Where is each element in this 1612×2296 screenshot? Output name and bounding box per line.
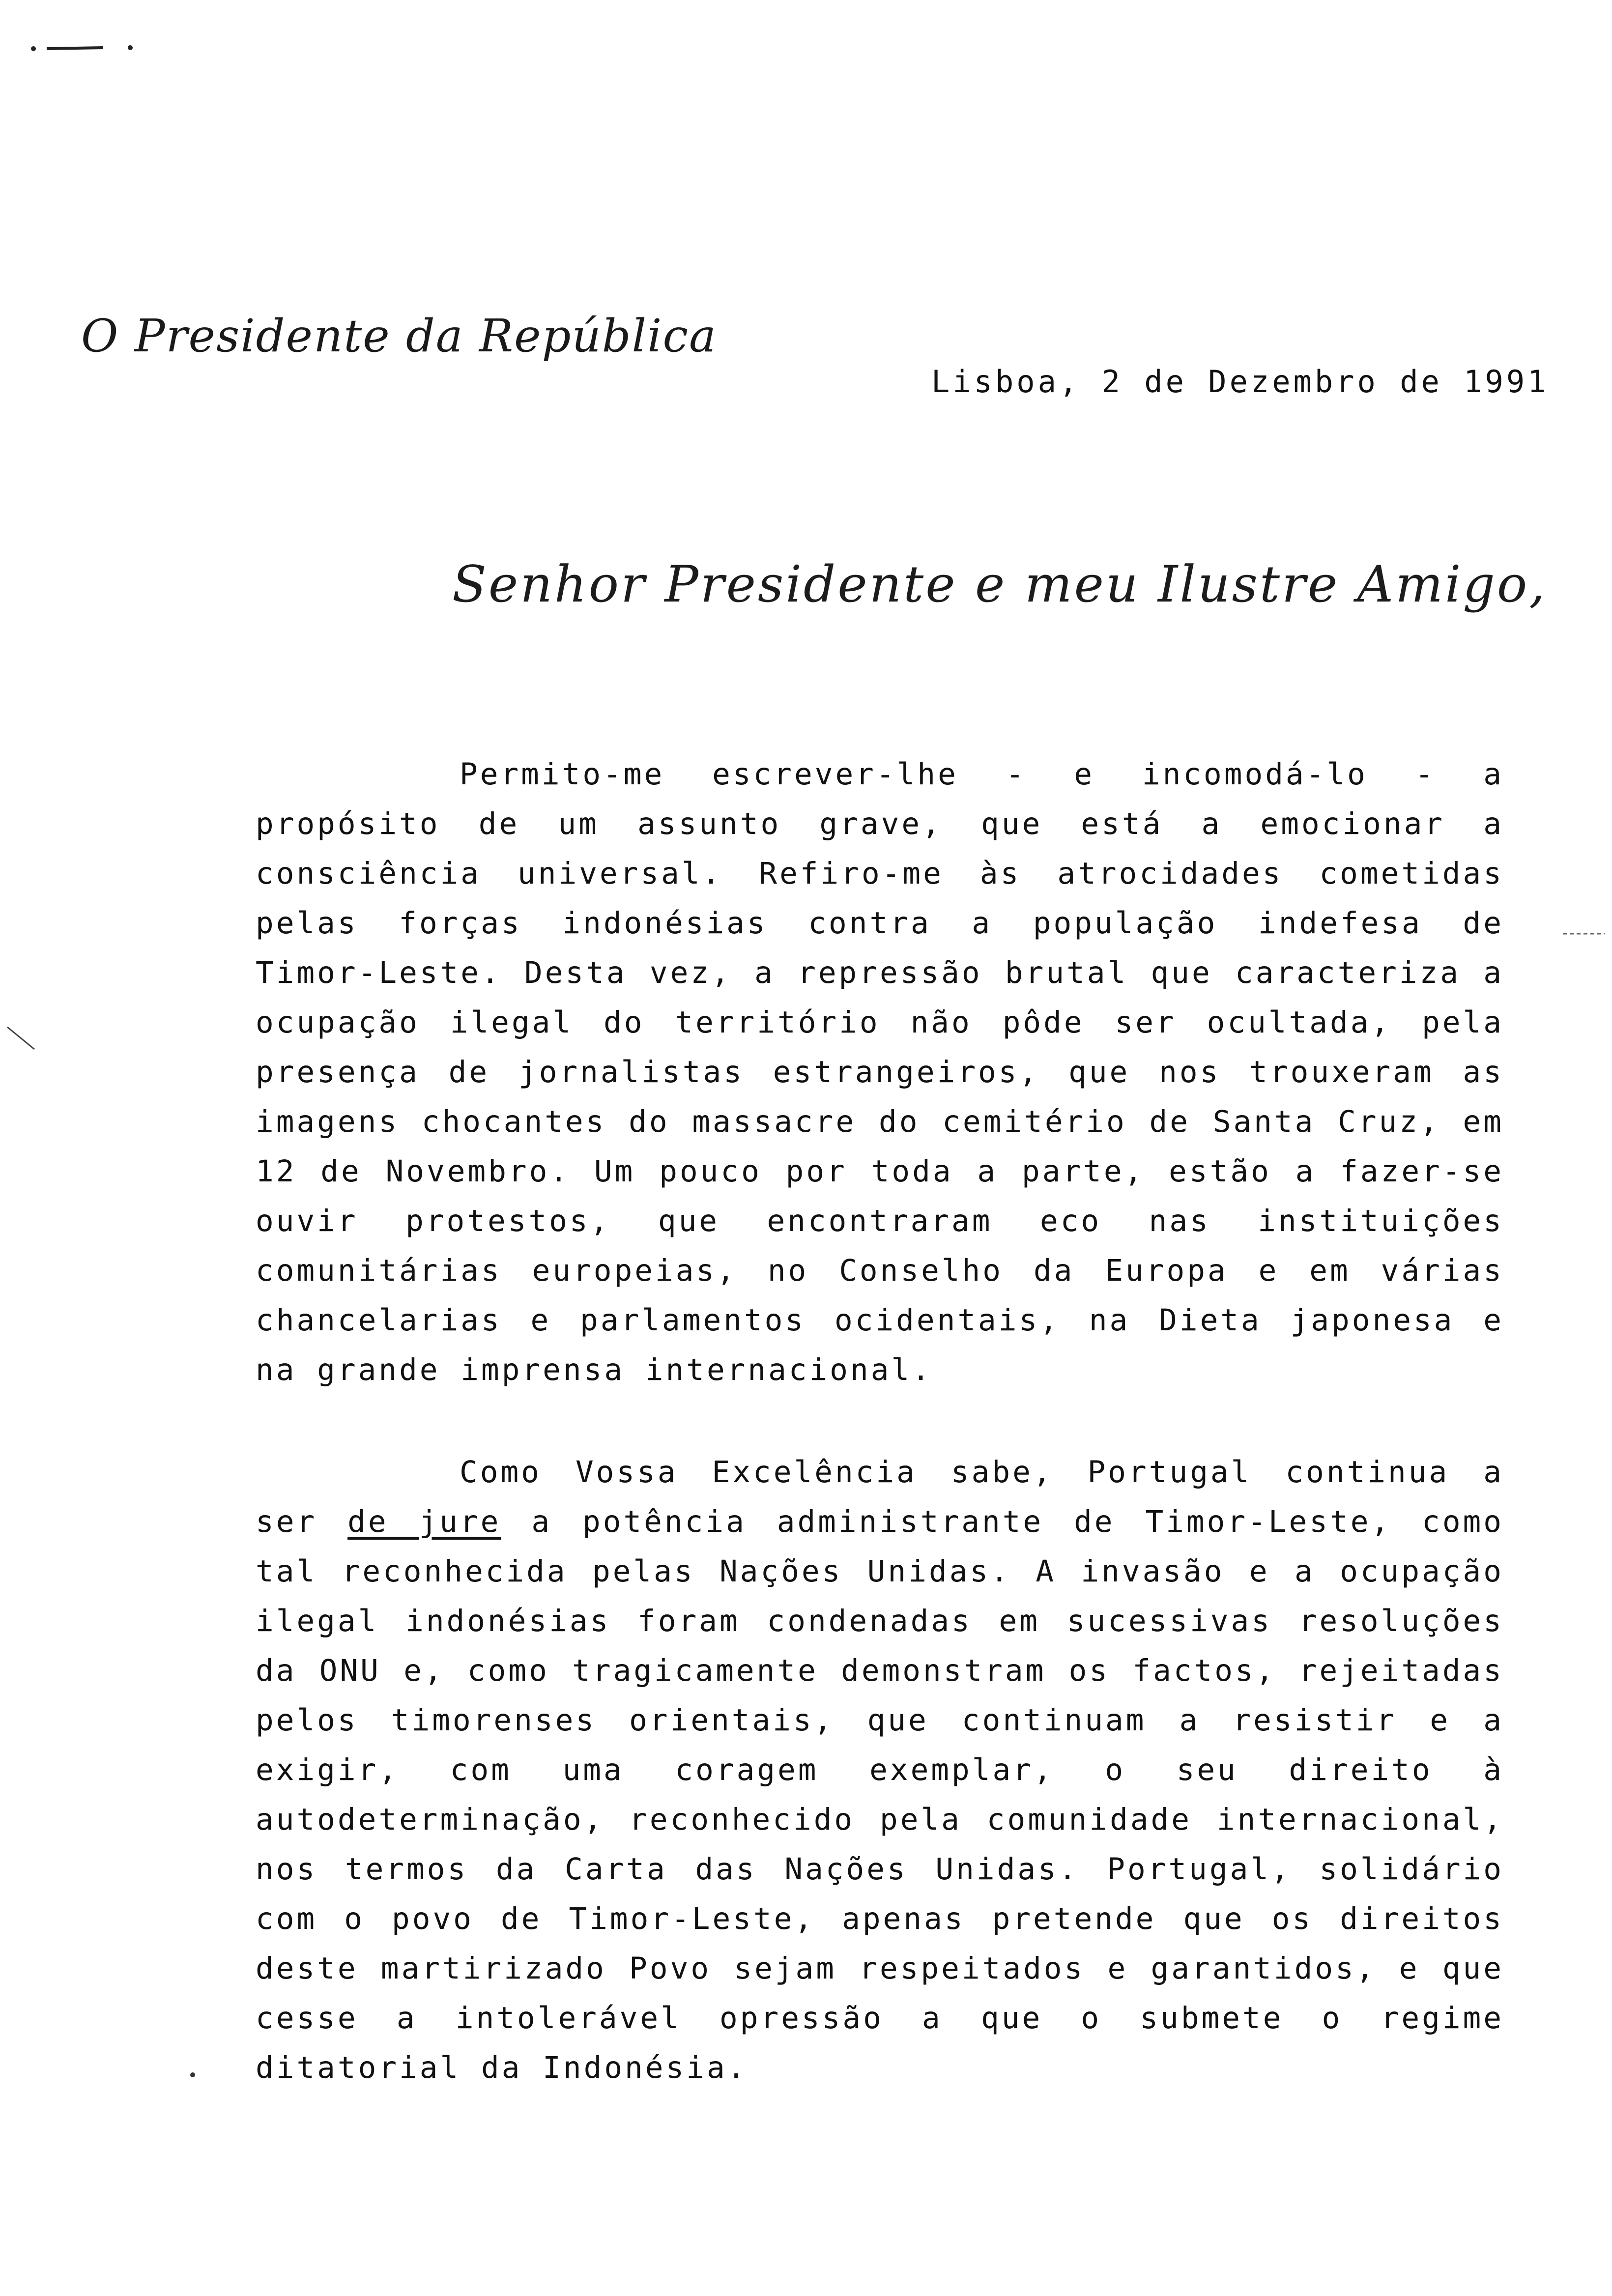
paragraph-2-text-end: a potência administrante de Timor-Leste, como tal reconhecida pelas Nações Unidas. A invasão e a ocupação ilegal indonésias foram condenadas em sucessivas resoluções da ONU e, como tragicamente demonstram os factos, rejeitadas pelos timorenses orientais, que continuam a resistir e a exigir, com uma coragem exemplar, o seu direito à autodeterminação, reconhecido pela comunidade internacional, nos termos da Carta das Nações Unidas. Portugal, solidário com o povo de Timor-Leste, apenas pretende que os direitos deste martirizado Povo sejam respeitados e garantidos, e que cesse a intolerável opressão a que o submete o regime ditatorial da Indonésia. (256, 1504, 1504, 2085)
paragraph-2-text-start: Como Vossa Excelência sabe, Portugal continua a ser (256, 1455, 1504, 1539)
scan-mark-left (5, 1025, 39, 1054)
underlined-term: de jure (347, 1504, 501, 1539)
letterhead: O Presidente da República (81, 310, 717, 362)
paragraph-1 (256, 749, 1504, 1395)
scan-mark-right (1563, 929, 1607, 939)
scan-mark-bottom (187, 2069, 206, 2089)
scan-mark-top-left (29, 42, 138, 57)
paragraph-2 (256, 1447, 1504, 2093)
dateline: Lisboa, 2 de Dezembro de 1991 (931, 364, 1549, 400)
paragraph-1-text: Permito-me escrever-lhe - e incomodá-lo - a propósito de um assunto grave, que está a emocionar a consciência universal. Refiro-me às atrocidades cometidas pelas forças indonésias contra a população indefesa de Timor-Leste. Desta vez, a repressão brutal que caracteriza a ocupação ilegal do território não pôde ser ocultada, pela presença de jornalistas estrangeiros, que nos trouxeram as imagens chocantes do massacre do cemitério de Santa Cruz, em 12 de Novembro. Um pouco por toda a parte, estão a fazer-se ouvir protestos, que encontraram eco nas instituições comunitárias europeias, no Conselho da Europa e em várias chancelarias e parlamentos ocidentais, na Dieta japonesa e na grande imprensa internacional. (256, 757, 1504, 1387)
handwritten-salutation: Senhor Presidente e meu Ilustre Amigo, (452, 555, 1547, 614)
